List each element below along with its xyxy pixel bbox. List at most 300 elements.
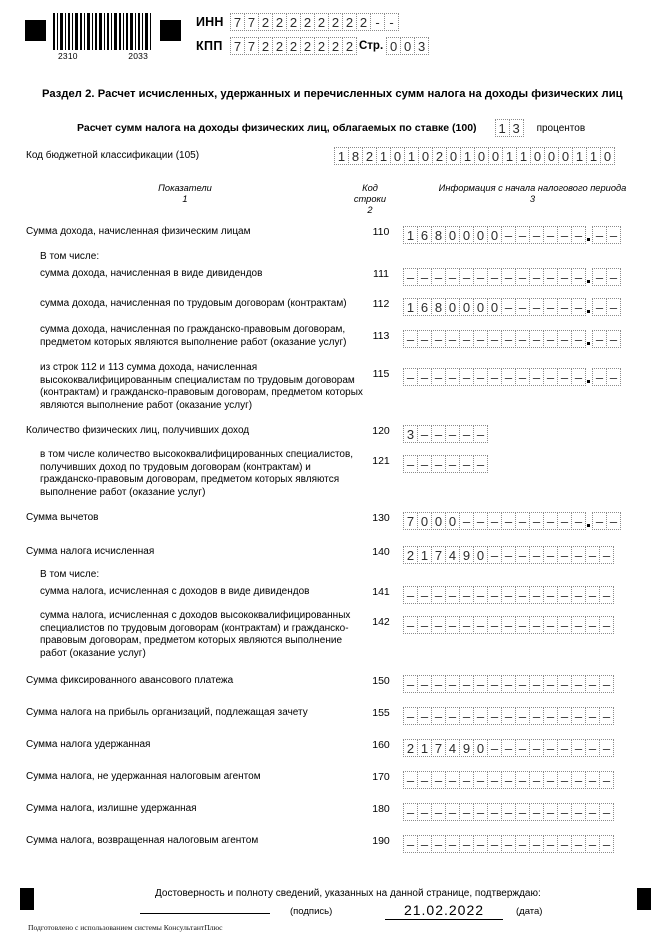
cell[interactable]: – (529, 835, 544, 853)
cell[interactable]: – (459, 586, 474, 604)
cell[interactable]: 0 (418, 147, 433, 165)
cell[interactable]: 2 (342, 37, 357, 55)
cell[interactable]: – (543, 835, 558, 853)
cell[interactable]: – (473, 771, 488, 789)
cell[interactable]: – (585, 803, 600, 821)
cell[interactable]: – (445, 675, 460, 693)
cell[interactable]: – (403, 707, 418, 725)
cell[interactable]: – (487, 771, 502, 789)
cell[interactable]: – (592, 268, 607, 286)
cell[interactable]: – (585, 771, 600, 789)
cell[interactable]: – (445, 771, 460, 789)
cell[interactable]: 1 (495, 119, 510, 137)
cell[interactable]: 1 (417, 739, 432, 757)
cell[interactable]: – (459, 512, 474, 530)
cell[interactable]: – (431, 368, 446, 386)
cell[interactable]: 2 (300, 13, 315, 31)
cell[interactable]: – (571, 707, 586, 725)
row-value-field[interactable] (403, 546, 613, 564)
cell[interactable]: – (501, 298, 516, 316)
cell[interactable]: – (417, 616, 432, 634)
kpp-field[interactable] (230, 37, 356, 55)
cell[interactable]: – (445, 707, 460, 725)
cell[interactable]: 3 (509, 119, 524, 137)
cell[interactable]: – (473, 512, 488, 530)
cell[interactable]: – (599, 586, 614, 604)
row-value-field[interactable] (403, 512, 620, 530)
cell[interactable]: 2 (258, 37, 273, 55)
cell[interactable]: – (417, 707, 432, 725)
cell[interactable]: 4 (445, 739, 460, 757)
page-number-field[interactable] (386, 37, 428, 55)
cell[interactable]: 0 (386, 37, 401, 55)
cell[interactable]: – (529, 707, 544, 725)
cell[interactable]: 8 (348, 147, 363, 165)
cell[interactable]: – (501, 771, 516, 789)
cell[interactable]: – (543, 586, 558, 604)
cell[interactable]: – (501, 268, 516, 286)
cell[interactable]: – (529, 368, 544, 386)
cell[interactable]: 1 (516, 147, 531, 165)
row-value-field[interactable] (403, 368, 620, 386)
cell[interactable]: – (557, 771, 572, 789)
cell[interactable]: – (571, 298, 586, 316)
cell[interactable]: – (417, 803, 432, 821)
signature-line[interactable] (140, 913, 270, 914)
cell[interactable]: – (557, 707, 572, 725)
cell[interactable]: – (431, 835, 446, 853)
cell[interactable]: – (459, 425, 474, 443)
cell[interactable]: – (445, 330, 460, 348)
cell[interactable]: 1 (572, 147, 587, 165)
cell[interactable]: 3 (414, 37, 429, 55)
cell[interactable]: 4 (445, 546, 460, 564)
cell[interactable]: – (543, 707, 558, 725)
cell[interactable]: 7 (431, 546, 446, 564)
cell[interactable]: 0 (530, 147, 545, 165)
cell[interactable]: 2 (403, 739, 418, 757)
cell[interactable]: – (501, 707, 516, 725)
cell[interactable]: – (403, 675, 418, 693)
cell[interactable]: – (431, 455, 446, 473)
cell[interactable]: 2 (314, 37, 329, 55)
cell[interactable]: – (487, 546, 502, 564)
cell[interactable]: – (417, 586, 432, 604)
cell[interactable]: – (445, 368, 460, 386)
cell[interactable]: – (557, 546, 572, 564)
cell[interactable]: – (543, 739, 558, 757)
cell[interactable]: 1 (403, 226, 418, 244)
cell[interactable]: – (543, 616, 558, 634)
cell[interactable]: – (543, 330, 558, 348)
cell[interactable]: 1 (403, 298, 418, 316)
cell[interactable]: – (606, 268, 621, 286)
cell[interactable]: 0 (600, 147, 615, 165)
cell[interactable]: – (473, 268, 488, 286)
cell[interactable]: 0 (445, 512, 460, 530)
cell[interactable]: – (606, 512, 621, 530)
cell[interactable]: – (515, 512, 530, 530)
cell[interactable]: 0 (431, 512, 446, 530)
cell[interactable]: – (529, 298, 544, 316)
row-value-field[interactable] (403, 268, 620, 286)
cell[interactable]: 1 (334, 147, 349, 165)
cell[interactable]: – (571, 546, 586, 564)
cell[interactable]: – (459, 835, 474, 853)
cell[interactable]: 2 (328, 37, 343, 55)
cell[interactable]: 0 (473, 226, 488, 244)
cell[interactable]: – (417, 455, 432, 473)
cell[interactable]: – (445, 268, 460, 286)
cell[interactable]: – (529, 771, 544, 789)
cell[interactable]: – (501, 330, 516, 348)
cell[interactable]: – (487, 586, 502, 604)
cell[interactable]: – (487, 330, 502, 348)
cell[interactable]: – (571, 226, 586, 244)
cell[interactable]: 2 (286, 37, 301, 55)
row-value-field[interactable] (403, 675, 613, 693)
cell[interactable]: 0 (446, 147, 461, 165)
cell[interactable]: 2 (362, 147, 377, 165)
cell[interactable]: – (403, 771, 418, 789)
cell[interactable]: – (501, 368, 516, 386)
cell[interactable]: – (557, 586, 572, 604)
cell[interactable]: – (606, 330, 621, 348)
cell[interactable]: – (473, 803, 488, 821)
cell[interactable]: – (515, 739, 530, 757)
cell[interactable]: – (403, 455, 418, 473)
cell[interactable]: – (501, 675, 516, 693)
cell[interactable]: 1 (376, 147, 391, 165)
cell[interactable]: – (473, 616, 488, 634)
cell[interactable]: – (431, 330, 446, 348)
row-value-field[interactable] (403, 425, 487, 443)
cell[interactable]: 6 (417, 298, 432, 316)
cell[interactable]: 2 (328, 13, 343, 31)
cell[interactable]: – (571, 803, 586, 821)
cell[interactable]: – (543, 546, 558, 564)
cell[interactable]: – (557, 675, 572, 693)
cell[interactable]: – (431, 616, 446, 634)
cell[interactable]: – (473, 330, 488, 348)
cell[interactable]: – (487, 616, 502, 634)
cell[interactable]: – (606, 368, 621, 386)
cell[interactable]: – (606, 298, 621, 316)
cell[interactable]: – (543, 803, 558, 821)
cell[interactable]: 8 (431, 226, 446, 244)
cell[interactable]: – (515, 771, 530, 789)
cell[interactable]: 1 (502, 147, 517, 165)
cell[interactable]: – (529, 675, 544, 693)
cell[interactable]: – (571, 835, 586, 853)
cell[interactable]: 2 (258, 13, 273, 31)
cell[interactable]: – (592, 330, 607, 348)
cell[interactable]: – (571, 675, 586, 693)
cell[interactable]: – (515, 586, 530, 604)
cell[interactable]: – (585, 739, 600, 757)
cell[interactable]: 2 (272, 13, 287, 31)
cell[interactable]: 2 (272, 37, 287, 55)
cell[interactable]: – (515, 226, 530, 244)
cell[interactable]: – (431, 707, 446, 725)
cell[interactable]: 6 (417, 226, 432, 244)
cell[interactable]: – (557, 616, 572, 634)
cell[interactable]: – (445, 586, 460, 604)
cell[interactable]: – (529, 546, 544, 564)
cell[interactable]: – (459, 455, 474, 473)
cell[interactable]: – (431, 803, 446, 821)
cell[interactable]: – (445, 455, 460, 473)
cell[interactable]: – (529, 268, 544, 286)
cell[interactable]: – (599, 803, 614, 821)
cell[interactable]: – (529, 803, 544, 821)
cell[interactable]: – (431, 425, 446, 443)
cell[interactable]: – (585, 835, 600, 853)
cell[interactable]: 0 (473, 298, 488, 316)
cell[interactable]: – (431, 771, 446, 789)
cell[interactable]: – (515, 298, 530, 316)
cell[interactable]: – (543, 298, 558, 316)
cell[interactable]: – (417, 268, 432, 286)
cell[interactable]: – (529, 226, 544, 244)
cell[interactable]: – (557, 298, 572, 316)
cell[interactable]: – (501, 546, 516, 564)
row-value-field[interactable] (403, 616, 613, 634)
cell[interactable]: – (515, 616, 530, 634)
row-value-field[interactable] (403, 835, 613, 853)
cell[interactable]: – (445, 835, 460, 853)
cell[interactable]: – (557, 803, 572, 821)
cell[interactable]: - (370, 13, 385, 31)
cell[interactable]: – (543, 512, 558, 530)
cell[interactable]: – (403, 330, 418, 348)
cell[interactable]: 9 (459, 546, 474, 564)
cell[interactable]: 2 (286, 13, 301, 31)
cell[interactable]: 0 (558, 147, 573, 165)
cell[interactable]: – (571, 771, 586, 789)
cell[interactable]: – (487, 739, 502, 757)
cell[interactable]: – (501, 739, 516, 757)
cell[interactable]: 1 (417, 546, 432, 564)
cell[interactable]: – (599, 707, 614, 725)
row-value-field[interactable] (403, 771, 613, 789)
cell[interactable]: – (557, 368, 572, 386)
cell[interactable]: 0 (400, 37, 415, 55)
cell[interactable]: 7 (230, 37, 245, 55)
cell[interactable]: – (417, 771, 432, 789)
cell[interactable]: – (529, 586, 544, 604)
cell[interactable]: – (529, 739, 544, 757)
cell[interactable]: – (431, 586, 446, 604)
cell[interactable]: – (487, 512, 502, 530)
cell[interactable]: – (403, 835, 418, 853)
cell[interactable]: – (459, 616, 474, 634)
cell[interactable]: – (515, 707, 530, 725)
cell[interactable]: – (487, 368, 502, 386)
cell[interactable]: – (592, 368, 607, 386)
cell[interactable]: – (487, 835, 502, 853)
cell[interactable]: – (557, 268, 572, 286)
cell[interactable]: – (557, 330, 572, 348)
cell[interactable]: – (473, 675, 488, 693)
cell[interactable]: – (543, 226, 558, 244)
cell[interactable]: – (417, 675, 432, 693)
cell[interactable]: – (515, 368, 530, 386)
row-value-field[interactable] (403, 707, 613, 725)
cell[interactable]: – (557, 739, 572, 757)
cell[interactable]: – (571, 268, 586, 286)
cell[interactable]: 7 (403, 512, 418, 530)
cell[interactable]: – (599, 739, 614, 757)
cell[interactable]: – (571, 368, 586, 386)
cell[interactable]: – (599, 546, 614, 564)
cell[interactable]: 2 (403, 546, 418, 564)
cell[interactable]: – (606, 226, 621, 244)
cell[interactable]: – (529, 330, 544, 348)
row-value-field[interactable] (403, 455, 487, 473)
cell[interactable]: – (515, 835, 530, 853)
row-value-field[interactable] (403, 739, 613, 757)
cell[interactable]: 0 (488, 147, 503, 165)
cell[interactable]: – (459, 368, 474, 386)
cell[interactable]: – (515, 546, 530, 564)
cell[interactable]: – (557, 226, 572, 244)
row-value-field[interactable] (403, 298, 620, 316)
cell[interactable]: – (592, 512, 607, 530)
cell[interactable]: – (501, 616, 516, 634)
cell[interactable]: – (585, 616, 600, 634)
cell[interactable]: 8 (431, 298, 446, 316)
cell[interactable]: – (571, 586, 586, 604)
cell[interactable]: – (487, 707, 502, 725)
cell[interactable]: – (403, 586, 418, 604)
cell[interactable]: – (557, 512, 572, 530)
cell[interactable]: – (501, 835, 516, 853)
cell[interactable]: – (459, 803, 474, 821)
cell[interactable]: – (571, 330, 586, 348)
cell[interactable]: – (445, 616, 460, 634)
cell[interactable]: – (529, 512, 544, 530)
cell[interactable]: – (585, 586, 600, 604)
cell[interactable]: – (571, 616, 586, 634)
cell[interactable]: – (417, 368, 432, 386)
cell[interactable]: – (473, 835, 488, 853)
cell[interactable]: 0 (459, 226, 474, 244)
cell[interactable]: – (403, 368, 418, 386)
cell[interactable]: – (543, 675, 558, 693)
cell[interactable]: – (473, 586, 488, 604)
cell[interactable]: – (473, 368, 488, 386)
cell[interactable]: – (445, 803, 460, 821)
cell[interactable]: 1 (460, 147, 475, 165)
cell[interactable]: – (417, 835, 432, 853)
cell[interactable]: – (571, 512, 586, 530)
cell[interactable]: – (529, 616, 544, 634)
cell[interactable]: – (501, 586, 516, 604)
cell[interactable]: – (487, 803, 502, 821)
cell[interactable]: – (459, 268, 474, 286)
cell[interactable]: 2 (300, 37, 315, 55)
cell[interactable]: 0 (487, 226, 502, 244)
cell[interactable]: – (473, 707, 488, 725)
cell[interactable]: – (487, 268, 502, 286)
kbk-field[interactable] (334, 147, 614, 165)
cell[interactable]: – (445, 425, 460, 443)
cell[interactable]: 2 (342, 13, 357, 31)
cell[interactable]: – (592, 298, 607, 316)
row-value-field[interactable] (403, 803, 613, 821)
cell[interactable]: – (487, 675, 502, 693)
cell[interactable]: – (599, 616, 614, 634)
cell[interactable]: 7 (244, 13, 259, 31)
cell[interactable]: – (585, 675, 600, 693)
row-value-field[interactable] (403, 226, 620, 244)
cell[interactable]: – (431, 675, 446, 693)
cell[interactable]: – (543, 771, 558, 789)
cell[interactable]: – (599, 835, 614, 853)
cell[interactable]: 0 (445, 298, 460, 316)
cell[interactable]: 0 (544, 147, 559, 165)
cell[interactable]: – (417, 330, 432, 348)
cell[interactable]: – (431, 268, 446, 286)
cell[interactable]: - (384, 13, 399, 31)
cell[interactable]: – (403, 616, 418, 634)
cell[interactable]: 0 (473, 739, 488, 757)
cell[interactable]: – (515, 268, 530, 286)
cell[interactable]: 7 (230, 13, 245, 31)
cell[interactable]: – (557, 835, 572, 853)
cell[interactable]: 1 (586, 147, 601, 165)
date-field[interactable]: 21.02.2022 (385, 902, 503, 920)
cell[interactable]: – (473, 455, 488, 473)
cell[interactable]: – (515, 675, 530, 693)
cell[interactable]: – (403, 268, 418, 286)
cell[interactable]: – (459, 771, 474, 789)
cell[interactable]: – (571, 739, 586, 757)
cell[interactable]: – (473, 425, 488, 443)
cell[interactable]: – (501, 512, 516, 530)
cell[interactable]: 0 (459, 298, 474, 316)
cell[interactable]: – (417, 425, 432, 443)
cell[interactable]: 0 (445, 226, 460, 244)
cell[interactable]: – (592, 226, 607, 244)
cell[interactable]: 0 (390, 147, 405, 165)
cell[interactable]: – (459, 330, 474, 348)
cell[interactable]: 7 (244, 37, 259, 55)
cell[interactable]: – (599, 675, 614, 693)
cell[interactable]: 3 (403, 425, 418, 443)
cell[interactable]: 2 (432, 147, 447, 165)
cell[interactable]: 2 (356, 13, 371, 31)
cell[interactable]: 0 (487, 298, 502, 316)
cell[interactable]: – (501, 226, 516, 244)
cell[interactable]: 2 (314, 13, 329, 31)
cell[interactable]: – (459, 707, 474, 725)
cell[interactable]: 1 (404, 147, 419, 165)
cell[interactable]: – (403, 803, 418, 821)
cell[interactable]: 7 (431, 739, 446, 757)
row-value-field[interactable] (403, 330, 620, 348)
cell[interactable]: 0 (417, 512, 432, 530)
cell[interactable]: 9 (459, 739, 474, 757)
cell[interactable]: – (515, 330, 530, 348)
tax-rate-field[interactable] (495, 119, 523, 137)
cell[interactable]: 0 (474, 147, 489, 165)
cell[interactable]: – (585, 546, 600, 564)
inn-field[interactable] (230, 13, 398, 31)
cell[interactable]: – (543, 368, 558, 386)
cell[interactable]: – (459, 675, 474, 693)
